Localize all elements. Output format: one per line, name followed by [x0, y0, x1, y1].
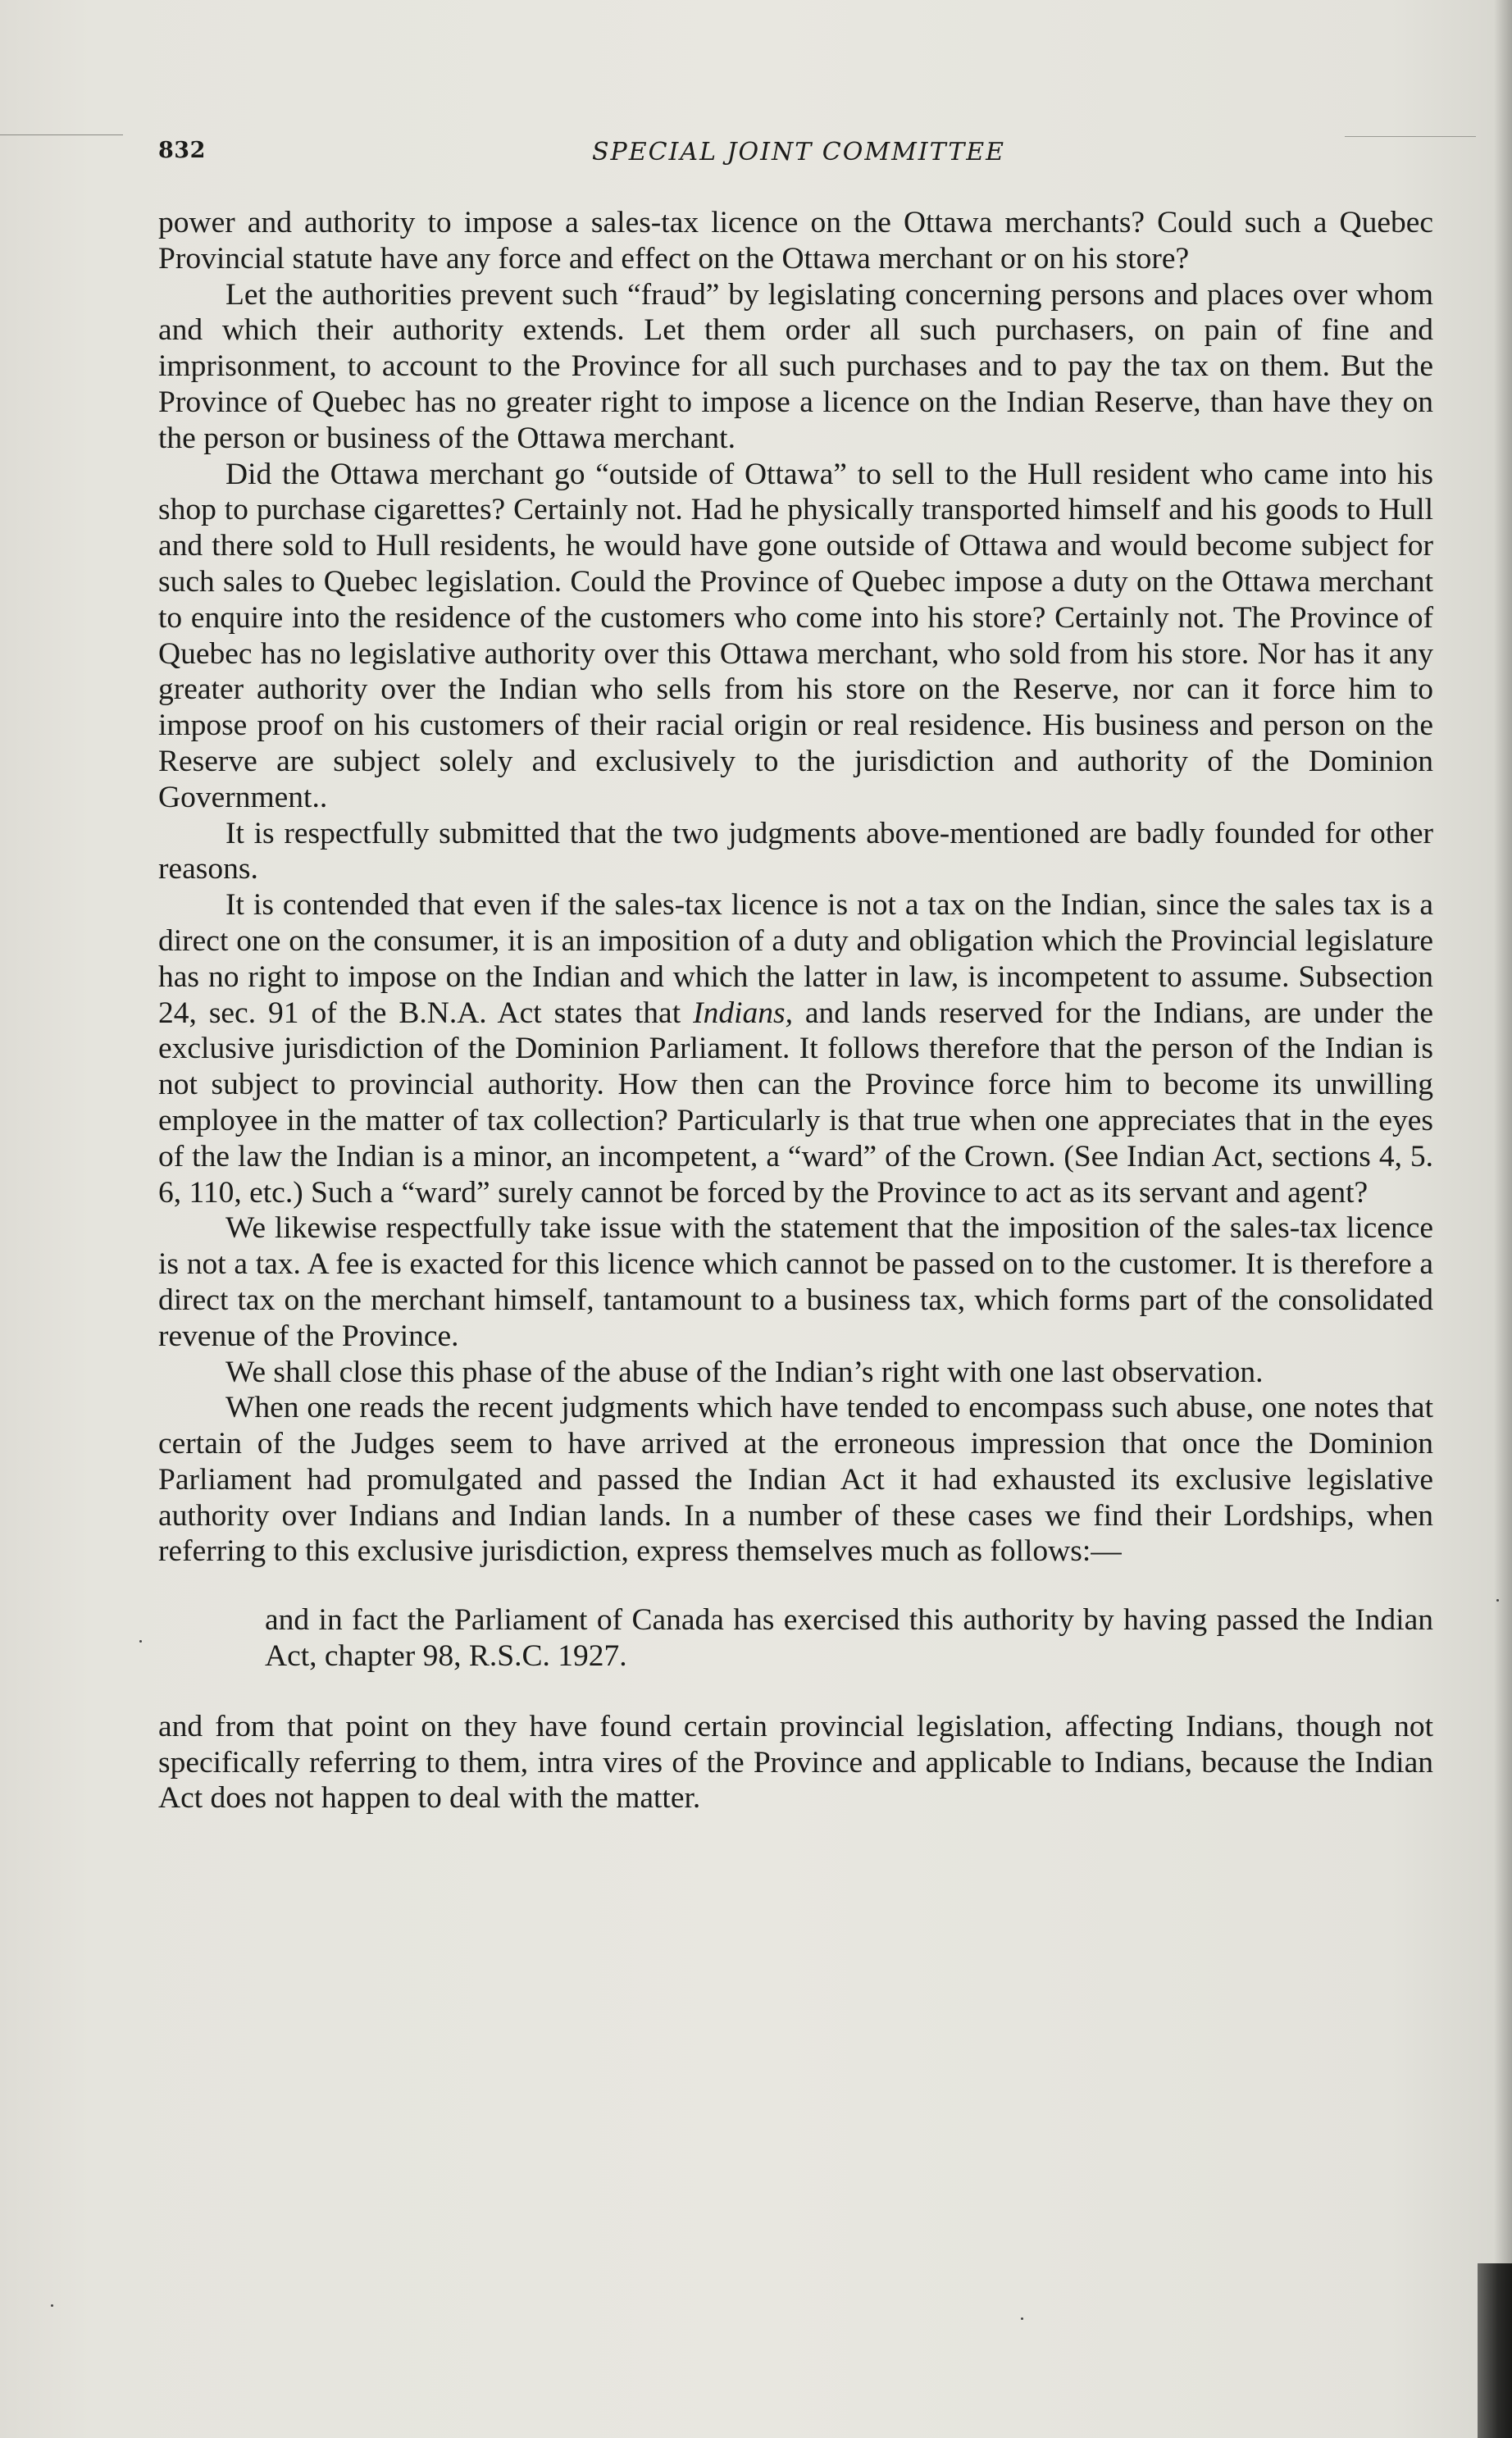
paragraph-1: power and authority to impose a sales-tax licence on the Ottawa merchants? Could such a Quebec Provincial statute have any force and effect on the Ottawa merchant or on his store? [158, 206, 1433, 276]
scan-speck [51, 2304, 53, 2307]
paragraph-9: and from that point on they have found certain provincial legislation, affecting Indians, though not specifically referring to them, intra vires of the Province and applicable to Indians, because the Indian Act does not happen to deal with the matter. [158, 1709, 1433, 1816]
header-rule-left [0, 134, 123, 135]
scan-speck [1496, 1599, 1499, 1602]
paragraph-7: We shall close this phase of the abuse of the Indian’s right with one last observation. [225, 1355, 1264, 1389]
paragraph-5 [158, 887, 1433, 1210]
paragraph-5-part-a: It is contended that even if the sales-tax licence is not a tax on the Indian, since the sales tax is a direct one on the consumer, it is an imposition of a duty and obligation which the Provincial legislature has no right to impose on the Indian and which the latter in law, is incompetent to assume. Subsection 24, sec. 91 of the B.N.A. Act states that [158, 888, 1433, 1030]
header-rule-right [1345, 136, 1476, 137]
paragraph-3: Did the Ottawa merchant go “outside of Ottawa” to sell to the Hull resident who came into his shop to purchase cigarettes? Certainly not. Had he physically transported himself and his goods to Hull and there sold to Hull residents, he would have gone outside of Ottawa and would become subject for such sales to Quebec legislation. Could the Province of Quebec impose a duty on the Ottawa merchant to enquire into the residence of the customers who come into his store? Certainly not. The Province of Quebec has no legislative authority over this Ottawa merchant, who sold from his store. Nor has it any greater authority over the Indian who sells from his store on the Reserve, nor can it force him to impose proof on his customers of their racial origin or real residence. His business and person on the Reserve are subject solely and exclusively to the jurisdiction and authority of the Dominion Government.. [158, 457, 1433, 814]
paragraph-6: We likewise respectfully take issue with the statement that the imposition of the sales-tax licence is not a tax. A fee is exacted for this licence which cannot be passed on to the customer. It is therefore a direct tax on the merchant himself, tantamount to a business tax, which forms part of the consolidated revenue of the Province. [158, 1211, 1433, 1353]
paragraph-2: Let the authorities prevent such “fraud” by legislating concerning persons and places over whom and which their authority extends. Let them order all such purchasers, on pain of fine and imprisonment, to account to the Province for all such purchases and to pay the tax on them. But the Province of Quebec has no greater right to impose a licence on the Indian Reserve, than have they on the person or business of the Ottawa merchant. [158, 277, 1433, 455]
paragraph-8: When one reads the recent judgments which have tended to encompass such abuse, one notes that certain of the Judges seem to have arrived at the erroneous impression that once the Dominion Parliament had promulgated and passed the Indian Act it had exhausted its exclusive legislative authority over Indians and Indian lands. In a number of these cases we find their Lordships, when referring to this exclusive jurisdiction, express themselves much as follows:— [158, 1391, 1433, 1569]
page-number: 832 [158, 138, 206, 163]
body-text [158, 205, 1433, 1816]
paragraph-4: It is respectfully submitted that the two judgments above-mentioned are badly founded for other reasons. [158, 816, 1433, 886]
scan-speck [1021, 2317, 1023, 2320]
binding-edge [1478, 2263, 1512, 2438]
paragraph-5-part-b: and lands reserved for the Indians, are under the exclusive jurisdiction of the Dominion Parliament. It follows therefore that the person of the Indian is not subject to provincial authority. How then can the Province force him to become its unwilling employee in the matter of tax collection? Particularly is that true when one appreciates that in the eyes of the law the Indian is a minor, an incompetent, a “ward” of the Crown. (See Indian Act, sections 4, 5. 6, 110, etc.) Such a “ward” surely cannot be forced by the Province to act as its servant and agent? [158, 996, 1433, 1210]
page-edge-shadow [1494, 0, 1512, 2438]
page-header [158, 138, 1439, 171]
paragraph-5-emphasis: Indians, [693, 996, 793, 1030]
running-head: SPECIAL JOINT COMMITTEE [591, 138, 1006, 166]
block-quote: and in fact the Parliament of Canada has exercised this authority by having passed the Indian Act, chapter 98, R.S.C. 1927. [265, 1603, 1433, 1674]
scan-speck [139, 1640, 142, 1643]
